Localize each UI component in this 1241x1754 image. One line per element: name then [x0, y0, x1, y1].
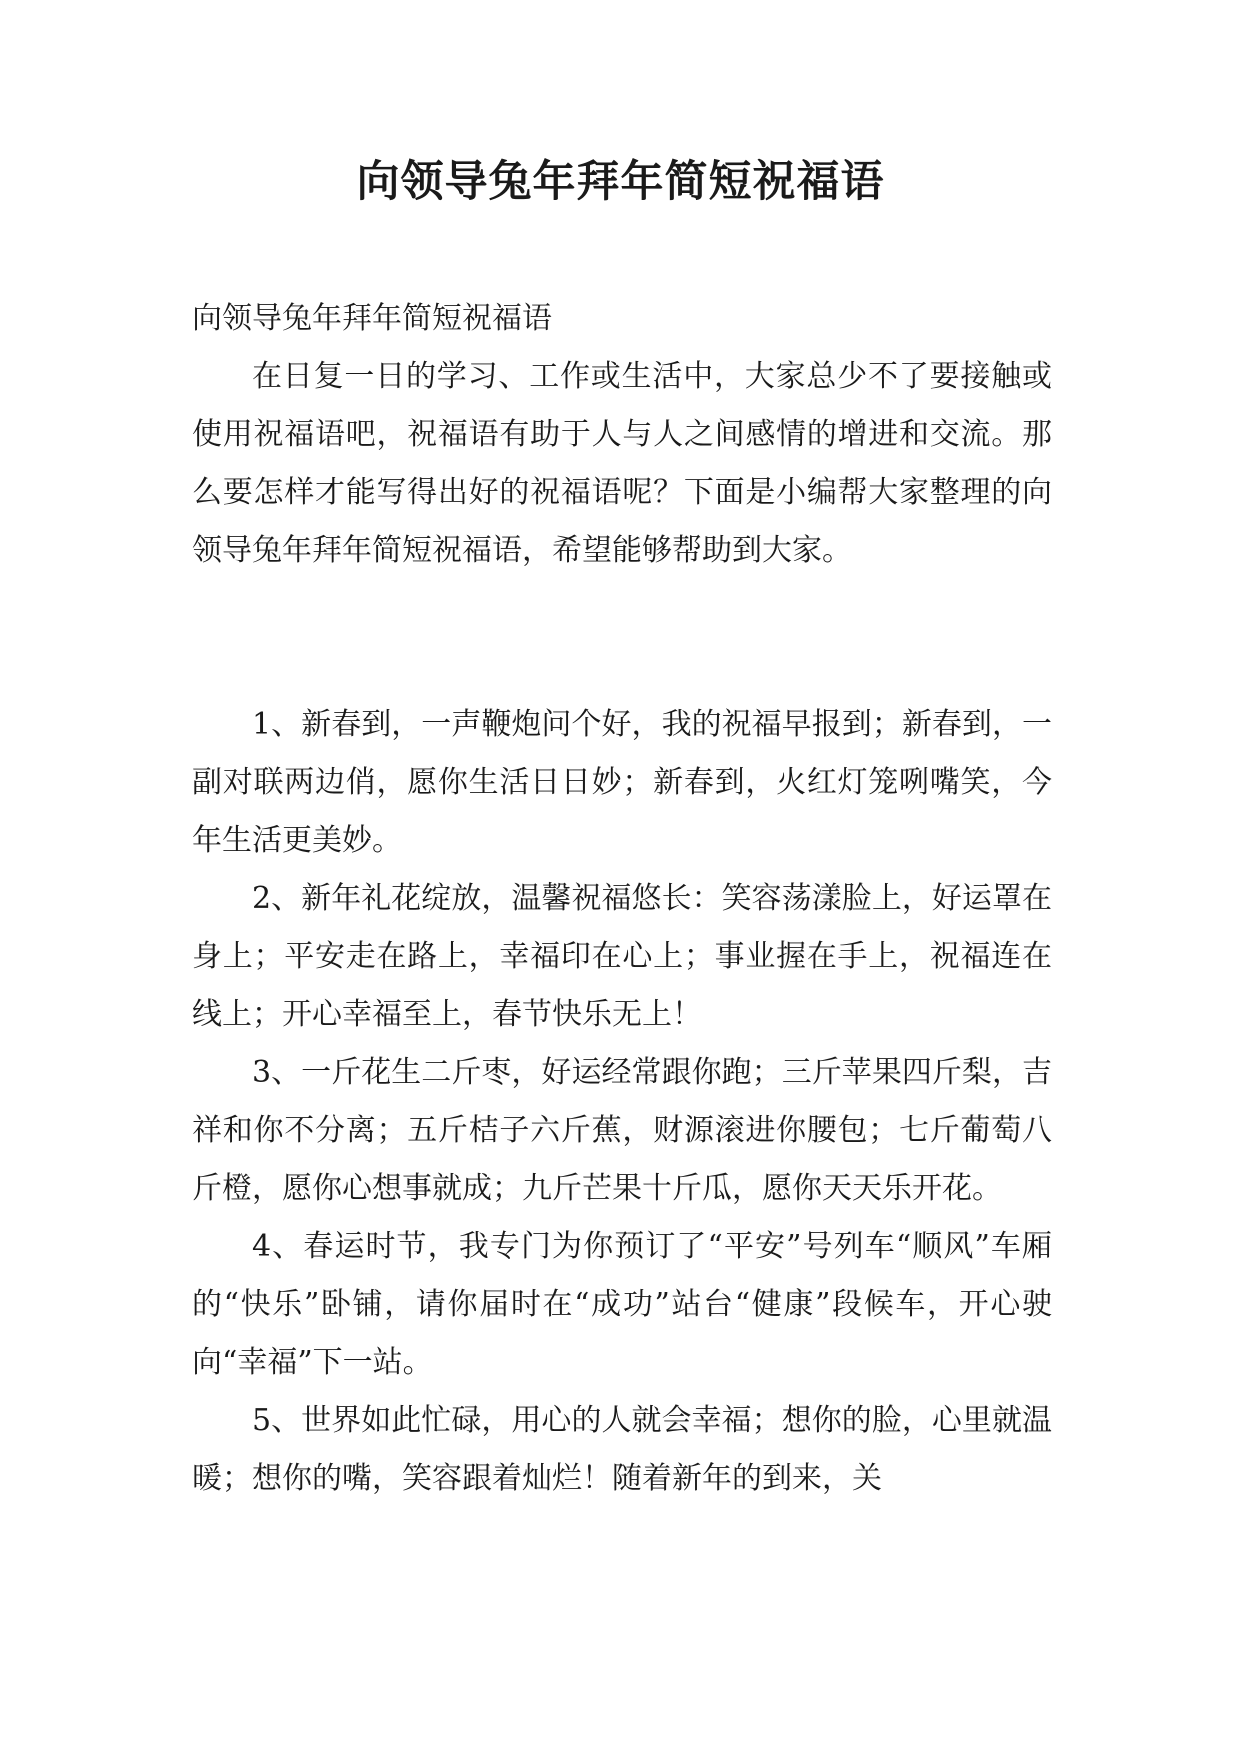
greeting-item-3: 3、一斤花生二斤枣，好运经常跟你跑；三斤苹果四斤梨，吉祥和你不分离；五斤桔子六斤蕉，财源滚进你腰包；七斤葡萄八斤橙，愿你心想事就成；九斤芒果十斤瓜，愿你天天乐开花。	[192, 1055, 1052, 1206]
greeting-item-1: 1、新春到，一声鞭炮问个好，我的祝福早报到；新春到，一副对联两边俏，愿你生活日日妙；新春到，火红灯笼咧嘴笑，今年生活更美妙。	[192, 707, 1052, 858]
document-body	[192, 290, 1052, 1508]
document-title: 向领导兔年拜年简短祝福语	[356, 157, 885, 207]
intro-paragraph: 在日复一日的学习、工作或生活中，大家总少不了要接触或使用祝福语吧，祝福语有助于人与人之间感情的增进和交流。那么要怎样才能写得出好的祝福语呢？下面是小编帮大家整理的向领导兔年拜年简短祝福语，希望能够帮助到大家。	[192, 359, 1052, 568]
document-subtitle: 向领导兔年拜年简短祝福语	[192, 301, 552, 336]
greeting-item-2: 2、新年礼花绽放，温馨祝福悠长：笑容荡漾脸上，好运罩在身上；平安走在路上，幸福印在心上；事业握在手上，祝福连在线上；开心幸福至上，春节快乐无上！	[192, 881, 1052, 1032]
greeting-item-4: 4、春运时节，我专门为你预订了“平安”号列车“顺风”车厢的“快乐”卧铺，请你届时在“成功”站台“健康”段候车，开心驶向“幸福”下一站。	[192, 1229, 1052, 1380]
greeting-item-5: 5、世界如此忙碌，用心的人就会幸福；想你的脸，心里就温暖；想你的嘴，笑容跟着灿烂！随着新年的到来，关	[192, 1403, 1052, 1496]
paragraph-spacer	[192, 580, 1052, 696]
